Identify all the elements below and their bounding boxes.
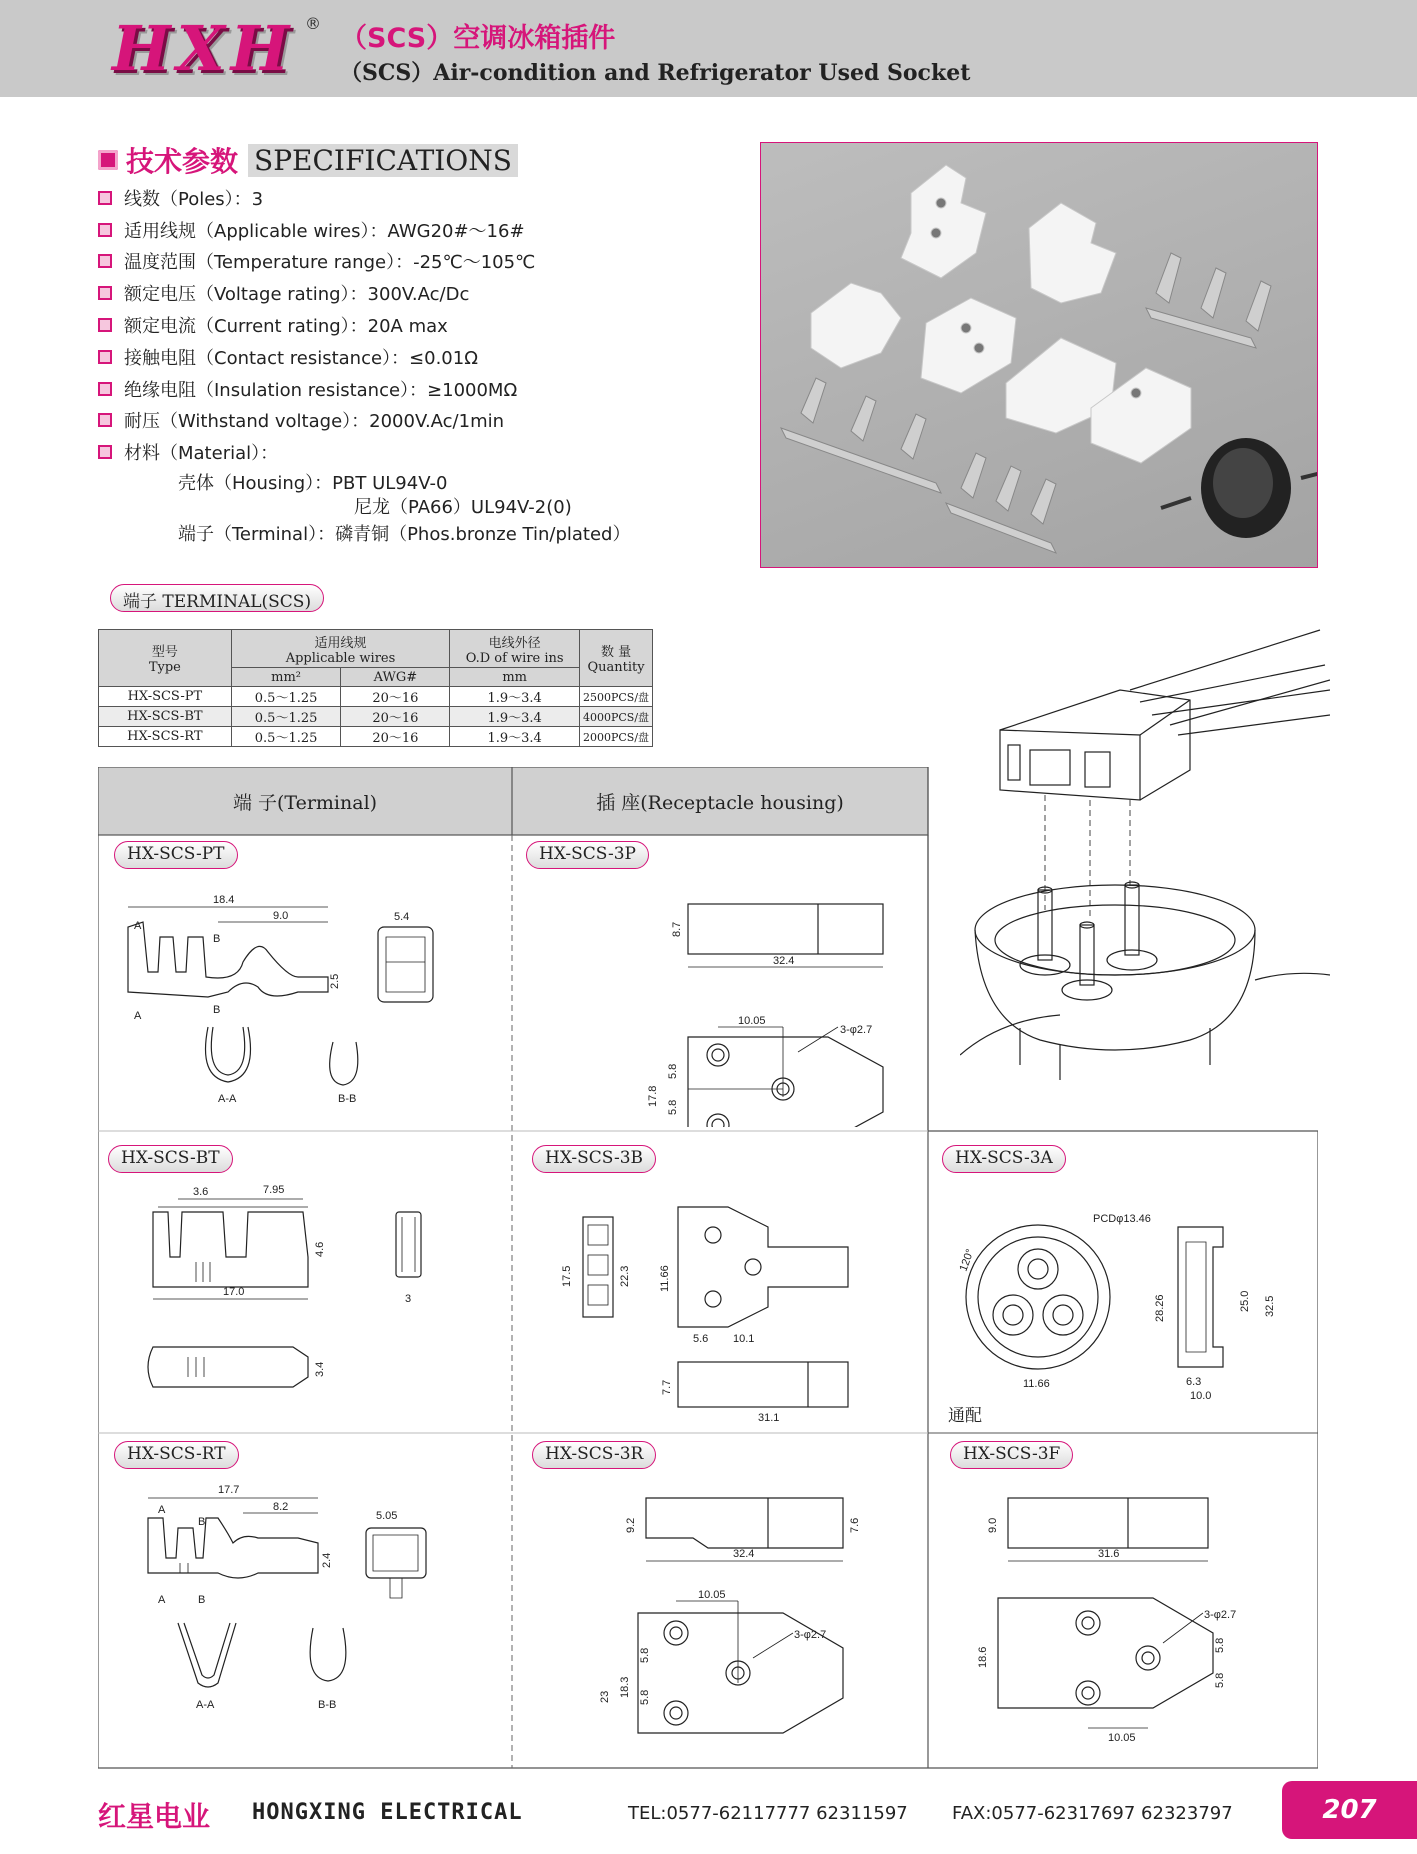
svg-text:28.26: 28.26 bbox=[1154, 1294, 1166, 1322]
svg-text:6.3: 6.3 bbox=[1186, 1376, 1202, 1388]
svg-text:A: A bbox=[158, 1594, 166, 1606]
svg-text:9.0: 9.0 bbox=[273, 910, 289, 922]
svg-text:A-A: A-A bbox=[218, 1093, 237, 1105]
bullet-icon bbox=[98, 223, 112, 237]
svg-text:17.0: 17.0 bbox=[223, 1286, 245, 1298]
drawing-3b bbox=[538, 1177, 928, 1427]
universal-note: 通配 bbox=[948, 1406, 982, 1426]
svg-text:10.05: 10.05 bbox=[698, 1589, 726, 1601]
svg-text:17.7: 17.7 bbox=[218, 1484, 240, 1496]
spec-item: 额定电流（Current rating）：20A max bbox=[98, 309, 535, 341]
svg-text:A: A bbox=[134, 920, 142, 932]
label-rt: HX-SCS-RT bbox=[114, 1441, 239, 1469]
page-title-en: （SCS）Air-condition and Refrigerator Used Socket bbox=[340, 60, 971, 86]
svg-text:8.2: 8.2 bbox=[273, 1501, 289, 1513]
svg-text:7.7: 7.7 bbox=[661, 1379, 673, 1395]
svg-text:32.4: 32.4 bbox=[773, 955, 795, 967]
svg-text:B: B bbox=[198, 1516, 206, 1528]
label-pt: HX-SCS-PT bbox=[114, 841, 238, 869]
drawing-rt bbox=[118, 1473, 508, 1763]
header-awg: AWG# bbox=[341, 668, 450, 687]
svg-text:10.05: 10.05 bbox=[738, 1015, 766, 1027]
svg-text:B: B bbox=[213, 1004, 221, 1016]
svg-text:9.0: 9.0 bbox=[987, 1517, 999, 1533]
svg-text:31.6: 31.6 bbox=[1098, 1548, 1120, 1560]
drawing-grid bbox=[98, 767, 1318, 1770]
label-3r: HX-SCS-3R bbox=[532, 1441, 656, 1469]
spec-list bbox=[98, 182, 535, 468]
svg-text:A: A bbox=[158, 1504, 166, 1516]
svg-text:3-φ2.7: 3-φ2.7 bbox=[794, 1629, 827, 1641]
svg-text:10.0: 10.0 bbox=[1190, 1390, 1212, 1402]
footer-brand-cn: 红星电业 bbox=[98, 1800, 211, 1833]
svg-text:120°: 120° bbox=[957, 1247, 977, 1274]
svg-text:A: A bbox=[134, 1010, 142, 1022]
svg-text:9.2: 9.2 bbox=[625, 1517, 637, 1533]
svg-text:3.4: 3.4 bbox=[314, 1361, 326, 1377]
page-title-cn: （SCS）空调冰箱插件 bbox=[340, 23, 616, 54]
svg-text:11.66: 11.66 bbox=[1023, 1378, 1050, 1390]
drawing-bt bbox=[118, 1177, 508, 1427]
spec-item: 耐压（Withstand voltage）：2000V.Ac/1min bbox=[98, 405, 535, 437]
drawing-3f bbox=[948, 1473, 1318, 1763]
bullet-icon bbox=[98, 150, 118, 170]
label-3b: HX-SCS-3B bbox=[532, 1145, 656, 1173]
svg-text:32.5: 32.5 bbox=[1264, 1295, 1276, 1317]
table-row: HX-SCS-PT 0.5～1.25 20～16 1.9～3.4 2500PCS/盘 bbox=[99, 687, 653, 707]
spec-item: 额定电压（Voltage rating）：300V.Ac/Dc bbox=[98, 277, 535, 309]
svg-text:11.66: 11.66 bbox=[659, 1265, 671, 1292]
table-row: HX-SCS-BT 0.5～1.25 20～16 1.9～3.4 4000PCS/盘 bbox=[99, 707, 653, 727]
svg-text:5.05: 5.05 bbox=[376, 1510, 398, 1522]
header-wires: 适用线规 Applicable wires bbox=[231, 630, 450, 668]
header-type: 型号 Type bbox=[99, 630, 232, 687]
svg-text:3-φ2.7: 3-φ2.7 bbox=[1204, 1609, 1237, 1621]
svg-text:A-A: A-A bbox=[196, 1699, 215, 1711]
svg-text:22.3: 22.3 bbox=[619, 1265, 631, 1287]
header-od-unit: mm bbox=[450, 668, 580, 687]
svg-text:31.1: 31.1 bbox=[758, 1412, 780, 1424]
svg-text:B: B bbox=[198, 1594, 206, 1606]
page-number: 207 bbox=[1282, 1781, 1417, 1839]
header-terminal: 端 子(Terminal) bbox=[232, 791, 378, 814]
spec-item: 材料（Material）： bbox=[98, 436, 535, 468]
spec-item: 线数（Poles）：3 bbox=[98, 182, 535, 214]
svg-text:32.4: 32.4 bbox=[733, 1548, 755, 1560]
svg-text:17.5: 17.5 bbox=[561, 1265, 573, 1287]
svg-text:10.05: 10.05 bbox=[1108, 1732, 1136, 1744]
label-3p: HX-SCS-3P bbox=[526, 841, 649, 869]
svg-text:B-B: B-B bbox=[338, 1093, 357, 1105]
label-3a: HX-SCS-3A bbox=[942, 1145, 1066, 1173]
svg-text:5.8: 5.8 bbox=[1214, 1637, 1226, 1653]
svg-text:4.6: 4.6 bbox=[314, 1241, 326, 1257]
svg-text:5.4: 5.4 bbox=[394, 911, 410, 923]
footer-fax: FAX:0577-62317697 62323797 bbox=[952, 1803, 1233, 1824]
svg-text:5.8: 5.8 bbox=[667, 1063, 679, 1079]
product-photo bbox=[760, 142, 1318, 568]
bullet-icon bbox=[98, 286, 112, 300]
svg-text:25.0: 25.0 bbox=[1239, 1290, 1251, 1312]
svg-text:5.8: 5.8 bbox=[639, 1689, 651, 1705]
bullet-icon bbox=[98, 382, 112, 396]
bullet-icon bbox=[98, 191, 112, 205]
svg-text:B-B: B-B bbox=[318, 1699, 337, 1711]
housing-material-alt: 尼龙（PA66）UL94V-2(0) bbox=[354, 497, 572, 518]
svg-text:5.6: 5.6 bbox=[693, 1333, 709, 1345]
svg-text:PCDφ13.46: PCDφ13.46 bbox=[1093, 1213, 1151, 1225]
terminal-table-label: 端子 TERMINAL(SCS) bbox=[110, 584, 324, 612]
bullet-icon bbox=[98, 445, 112, 459]
header-od: 电线外径 O.D of wire ins bbox=[450, 630, 580, 668]
drawing-3r bbox=[538, 1473, 928, 1763]
bullet-icon bbox=[98, 413, 112, 427]
spec-item: 适用线规（Applicable wires）：AWG20#～16# bbox=[98, 214, 535, 246]
footer-brand-en: HONGXING ELECTRICAL bbox=[252, 1800, 523, 1825]
svg-text:2.5: 2.5 bbox=[329, 973, 341, 989]
bullet-icon bbox=[98, 254, 112, 268]
svg-text:5.8: 5.8 bbox=[667, 1099, 679, 1115]
svg-text:18.6: 18.6 bbox=[977, 1646, 989, 1668]
label-3f: HX-SCS-3F bbox=[950, 1441, 1073, 1469]
page-header bbox=[0, 0, 1417, 97]
spec-item: 绝缘电阻（Insulation resistance）：≥1000MΩ bbox=[98, 373, 535, 405]
bullet-icon bbox=[98, 318, 112, 332]
terminal-table bbox=[98, 629, 653, 747]
spec-title-en: SPECIFICATIONS bbox=[248, 144, 518, 177]
svg-text:3.6: 3.6 bbox=[193, 1186, 209, 1198]
drawing-3p bbox=[538, 867, 928, 1127]
table-row: HX-SCS-RT 0.5～1.25 20～16 1.9～3.4 2000PCS/盘 bbox=[99, 727, 653, 747]
housing-material: 壳体（Housing）：PBT UL94V-0 bbox=[178, 473, 448, 494]
brand-logo: HXH bbox=[112, 12, 296, 85]
spec-title-cn: 技术参数 bbox=[126, 145, 239, 178]
spec-item: 温度范围（Temperature range）：-25℃～105℃ bbox=[98, 246, 535, 278]
svg-text:2.4: 2.4 bbox=[321, 1552, 333, 1568]
svg-text:3-φ2.7: 3-φ2.7 bbox=[840, 1024, 873, 1036]
svg-text:7.95: 7.95 bbox=[263, 1184, 285, 1196]
registered-mark: ® bbox=[305, 14, 321, 33]
svg-text:7.6: 7.6 bbox=[849, 1517, 861, 1533]
svg-text:18.4: 18.4 bbox=[213, 894, 235, 906]
svg-text:17.8: 17.8 bbox=[647, 1085, 659, 1107]
svg-text:5.8: 5.8 bbox=[639, 1647, 651, 1663]
svg-text:10.1: 10.1 bbox=[733, 1333, 755, 1345]
terminal-material: 端子（Terminal）：磷青铜（Phos.bronze Tin/plated） bbox=[178, 524, 631, 545]
footer-tel: TEL:0577-62117777 62311597 bbox=[628, 1803, 908, 1824]
header-mm2: mm² bbox=[231, 668, 341, 687]
drawing-3a bbox=[948, 1187, 1318, 1427]
svg-text:3: 3 bbox=[405, 1293, 412, 1305]
bullet-icon bbox=[98, 350, 112, 364]
svg-text:5.8: 5.8 bbox=[1214, 1672, 1226, 1688]
spec-item: 接触电阻（Contact resistance）：≤0.01Ω bbox=[98, 341, 535, 373]
svg-text:8.7: 8.7 bbox=[671, 921, 683, 937]
svg-text:B: B bbox=[213, 933, 221, 945]
svg-text:23: 23 bbox=[599, 1690, 611, 1703]
label-bt: HX-SCS-BT bbox=[108, 1145, 233, 1173]
svg-text:18.3: 18.3 bbox=[619, 1676, 631, 1698]
header-qty: 数 量 Quantity bbox=[580, 630, 653, 687]
specifications-heading bbox=[98, 140, 518, 180]
header-receptacle: 插 座(Receptacle housing) bbox=[596, 791, 844, 814]
drawing-pt bbox=[118, 877, 508, 1127]
